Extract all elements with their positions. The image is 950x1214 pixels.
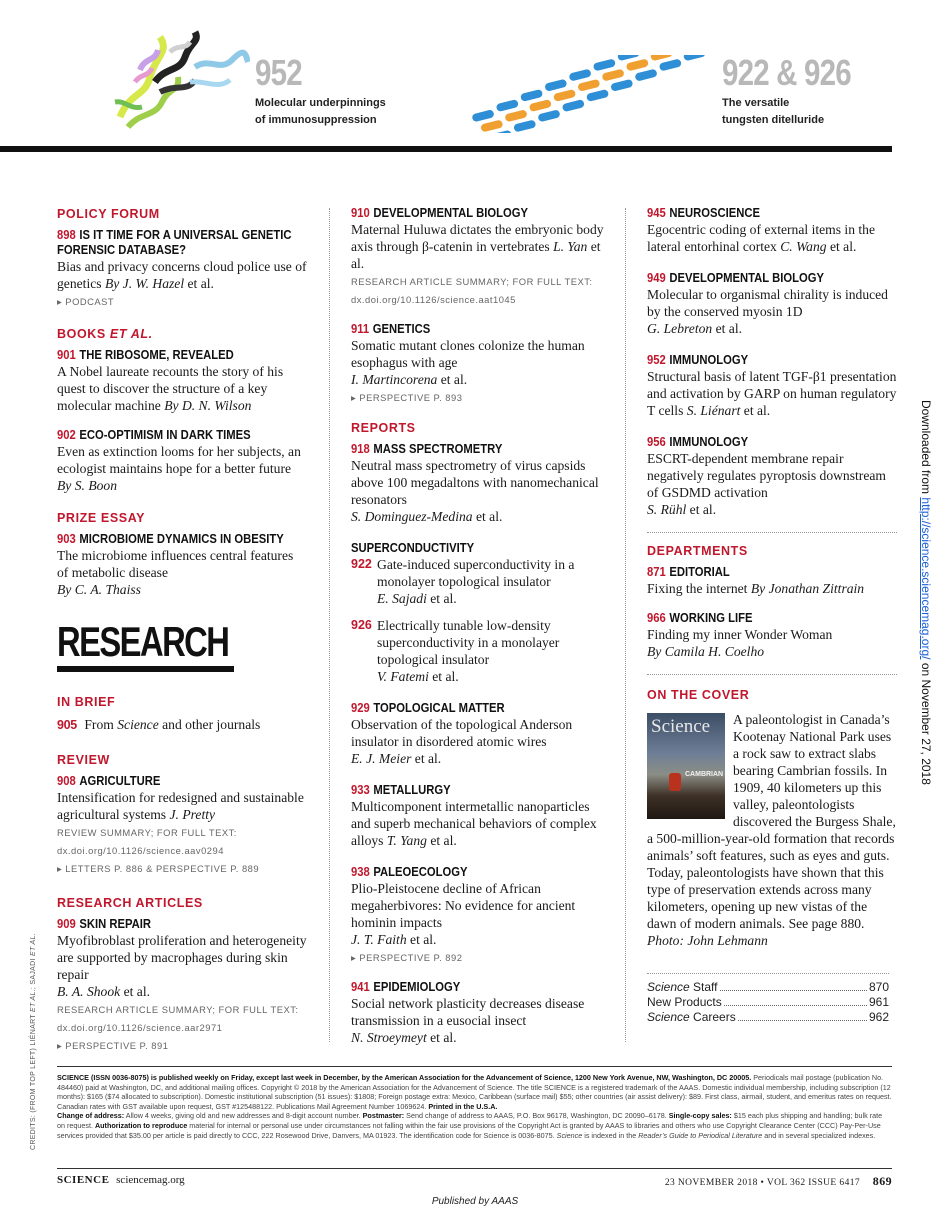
fine-print-bold: SCIENCE (ISSN 0036-8075) is published weekly on Friday, except last week in December, by the American Association for the Advancement of Science, 1200 New York Avenue, NW, Washington, DC 20005. [57, 1073, 752, 1082]
entry-body [57, 716, 307, 734]
entry-text: Myofibroblast proliferation and heterogeneity are supported by macrophages during skin repair [57, 933, 307, 982]
entry-author: By C. A. Thaiss [57, 582, 141, 597]
cover-block [647, 711, 897, 949]
staff-page: 870 [868, 980, 889, 994]
staff-label-em: Science [647, 980, 690, 994]
review-summary-note: REVIEW SUMMARY; FOR FULL TEXT: [57, 827, 237, 838]
entry-body [351, 716, 607, 767]
perspective-link[interactable]: ▸ PERSPECTIVE P. 892 [351, 952, 463, 963]
research-underline [57, 666, 234, 672]
entry-etal: et al. [406, 932, 437, 947]
published-by: Published by AAAS [431, 1196, 519, 1207]
cover-masthead: Science [651, 716, 711, 737]
credits-etal: ET AL. [30, 989, 37, 1012]
entry-929[interactable] [351, 701, 607, 767]
entry-author: I. Martincorena [351, 372, 438, 387]
article-doi-link[interactable]: dx.doi.org/10.1126/science.aar2971 [57, 1022, 223, 1033]
fine-print-label: Authorization to reproduce [94, 1120, 188, 1130]
footer-right [665, 1174, 892, 1189]
entry-heading [351, 783, 581, 798]
entry-author: V. Fatemi [377, 669, 429, 684]
issue-date: 23 NOVEMBER 2018 • VOL 362 ISSUE 6417 [664, 1178, 861, 1188]
fine-print-label: Postmaster: [362, 1111, 405, 1121]
left-caption [255, 95, 386, 129]
entry-author: J. T. Faith [351, 932, 407, 947]
toc-header [0, 0, 892, 152]
entry-title: GENETICS [372, 322, 431, 336]
fine-print-label: Single-copy sales: [668, 1111, 732, 1121]
fine-print-text: Periodicals mail postage (publication No. 484460) paid at Washington, DC, and additional mailing offices. Copyright © 2018 by the American Association for the Advancement of Science. The title SCIENCE is a registered trademark of the AAAS. Domestic individual membership, including subscription (12 months): $165 ($74 allocated to subscription). Domestic institutional subscription (51 issues): $1808; Foreign postage extra: Mexico, Caribbean (surface mail) $55; other countries (air assist delivery): $89. First class, airmail, student, and emeritus rates on request. Canadian rates with GST available upon request, GST #125488122. Publications Mail Agreement Number 1069624. [57, 1073, 892, 1111]
cover-photo-credit: Photo: John Lehmann [647, 933, 768, 948]
entry-title: EDITORIAL [669, 565, 730, 579]
review-doi-link[interactable]: dx.doi.org/10.1126/science.aav0294 [57, 845, 224, 856]
entry-author: By J. W. Hazel [104, 276, 185, 291]
entry-text: Somatic mutant clones colonize the human esophagus with age [351, 338, 585, 370]
staff-line-science-staff[interactable] [647, 980, 889, 995]
page-number: 902 [57, 428, 76, 442]
divider [647, 674, 897, 675]
entry-body [647, 286, 897, 337]
summary-note: RESEARCH ARTICLE SUMMARY; FOR FULL TEXT: [351, 276, 593, 287]
entry-etal: et al. [184, 276, 214, 291]
entry-etal: et al. [120, 984, 151, 999]
entry-author: L. Yan [553, 239, 588, 254]
staff-line-new-products[interactable] [647, 995, 889, 1010]
entry-text: Even as extinction looms for her subjects, an ecologist maintains hope for a better future [57, 444, 301, 476]
entry-910[interactable] [351, 206, 607, 308]
fine-print-text: $15 each plus shipping and handling; bulk rate on request. [57, 1111, 883, 1130]
entry-title: NEUROSCIENCE [669, 206, 761, 220]
entry-text: Observation of the topological Anderson insulator in disordered atomic wires [351, 717, 573, 749]
entry-918[interactable] [351, 442, 607, 525]
entry-901[interactable] [57, 348, 307, 414]
entry-author: By Camila H. Coelho [647, 644, 765, 659]
entry-heading [351, 980, 581, 995]
credits-etal-2: ET AL. [30, 933, 37, 957]
entry-905[interactable] [57, 716, 307, 734]
entry-author: S. Liénart [686, 403, 741, 418]
fine-print-em: Science [556, 1130, 583, 1140]
entry-938[interactable] [351, 865, 607, 966]
entry-text: Multicomponent intermetallic nanoparticles and superb mechanical behaviors of complex alloys [351, 799, 597, 848]
right-caption-line-1: The versatile [722, 97, 790, 109]
entry-945[interactable] [647, 206, 897, 255]
credits-text-mid: ; SAJADI [30, 956, 37, 990]
entry-body [57, 547, 307, 598]
page-number: 871 [647, 565, 666, 579]
entry-body [351, 457, 607, 525]
entry-text: Egocentric coding of external items in the lateral entorhinal cortex [647, 222, 875, 254]
journal-name: SCIENCE [57, 1174, 110, 1186]
entry-body [57, 443, 307, 494]
section-review: REVIEW [57, 753, 110, 767]
page-number: 926 [351, 618, 372, 632]
cover-headline: CAMBRIAN [685, 771, 724, 778]
entry-author: C. Wang [780, 239, 827, 254]
fine-print-text: is indexed in the [582, 1130, 639, 1140]
column-divider-2 [625, 208, 626, 1042]
entry-909[interactable] [57, 917, 307, 1054]
entry-text: A Nobel laureate recounts the story of his quest to discover the structure of a key molecular machine [57, 364, 284, 413]
page-number: 956 [647, 435, 666, 449]
entry-author: J. Pretty [169, 807, 216, 822]
entry-author: By Jonathan Zittrain [750, 581, 865, 596]
entry-heading [351, 865, 581, 880]
entry-title: AGRICULTURE [79, 774, 161, 788]
entry-949[interactable] [647, 271, 897, 337]
cover-figure [669, 773, 681, 791]
entry-title: PALEOECOLOGY [373, 865, 468, 879]
entry-body [647, 580, 897, 597]
entry-text: Finding my inner Wonder Woman [647, 627, 833, 642]
entry-908[interactable] [57, 774, 307, 877]
entry-941[interactable] [351, 980, 607, 1046]
entry-etal: et al. [740, 403, 771, 418]
entry-title: EPIDEMIOLOGY [373, 980, 461, 994]
entry-966[interactable] [647, 611, 897, 660]
perspective-link[interactable]: ▸ PERSPECTIVE P. 893 [351, 392, 463, 403]
staff-page: 962 [868, 1010, 889, 1024]
entry-text: The microbiome influences central features of metabolic disease [57, 548, 294, 580]
nanowire-structure-image [462, 55, 720, 133]
entry-902[interactable] [57, 428, 307, 494]
page-number: 903 [57, 532, 76, 546]
entry-body [57, 258, 307, 292]
entry-text: Maternal Huluwa dictates the embryonic body axis through β-catenin in vertebrates [351, 222, 604, 254]
entry-871[interactable] [647, 565, 897, 597]
leader-dots [724, 995, 867, 1006]
entry-text: Fixing the internet [647, 581, 751, 596]
entry-etal: et al. [411, 751, 442, 766]
section-research-articles: RESEARCH ARTICLES [57, 896, 203, 910]
fine-print-text: Allow 4 weeks, giving old and new addresses and 8-digit account number. [124, 1111, 363, 1121]
section-books [57, 326, 307, 342]
section-in-brief: IN BRIEF [57, 695, 116, 709]
column-1 [57, 206, 307, 1054]
entry-heading [647, 565, 872, 580]
entry-903[interactable] [57, 532, 307, 598]
entry-text: Bias and privacy concerns cloud police use of genetics [57, 259, 307, 291]
entry-title: WORKING LIFE [669, 611, 753, 625]
entry-heading [57, 774, 282, 789]
entry-body [57, 789, 307, 823]
entry-heading [351, 322, 581, 337]
fine-print-em: Reader’s Guide to Periodical Literature [638, 1130, 763, 1140]
page-number: 922 [351, 557, 372, 571]
cover-description: A paleontologist in Canada’s Kootenay National Park uses a rock saw to extract slabs bearing Cambrian fossils. In 1909, 40 kilometers up this valley, paleontologists discovered the Burgess Shale, a 500-million-year-old formation that records animals’ soft features, such as eyes and guts. Today, paleontologists have shown that this type of preservation extends across many kilometers, opening up new vistas of the dawn of modern animals. See page 880. [647, 712, 896, 931]
page-footer [57, 1168, 892, 1188]
entry-title: METALLURGY [373, 783, 451, 797]
leader-dots [720, 980, 867, 991]
page-number: 911 [351, 322, 370, 336]
download-link[interactable]: http://science.sciencemag.org/ [919, 497, 933, 660]
entry-926[interactable] [351, 617, 607, 685]
entry-text: From [84, 717, 118, 732]
entry-author: B. A. Shook [57, 984, 121, 999]
left-page-number: 952 [255, 52, 302, 93]
doi-link[interactable]: dx.doi.org/10.1126/science.aat1045 [351, 294, 516, 305]
entry-body [647, 368, 897, 419]
entry-body [351, 337, 607, 388]
fine-print-label: Change of address: [57, 1111, 125, 1121]
perspective-link[interactable]: ▸ PERSPECTIVE P. 891 [57, 1040, 169, 1051]
entry-text: Plio-Pleistocene decline of African megaherbivores: No evidence for ancient hominin impacts [351, 881, 576, 930]
staff-label-text: Careers [689, 1010, 736, 1024]
right-caption [722, 95, 824, 129]
entry-title: IMMUNOLOGY [669, 353, 749, 367]
page-number: 938 [351, 865, 370, 879]
entry-author: E. J. Meier [351, 751, 412, 766]
left-caption-line-2: of immunosuppression [255, 114, 377, 126]
entry-author: E. Sajadi [377, 591, 427, 606]
entry-etal: et al. [428, 669, 459, 684]
entry-text: Neutral mass spectrometry of virus capsids above 100 megadaltons with nanomechanical resonators [351, 458, 599, 507]
entry-heading [57, 532, 282, 547]
entry-heading [351, 701, 581, 716]
entry-heading [57, 228, 307, 258]
entry-text: Social network plasticity decreases disease transmission in a eusocial insect [351, 996, 585, 1028]
staff-label [647, 1010, 736, 1025]
entry-heading [647, 206, 872, 221]
page-number: 909 [57, 917, 76, 931]
entry-text: Molecular to organismal chirality is induced by the conserved myosin 1D [647, 287, 888, 319]
entry-title: ECO-OPTIMISM IN DARK TIMES [79, 428, 251, 442]
entry-heading [351, 206, 581, 221]
page-number: 905 [57, 718, 77, 732]
footer-left [57, 1174, 185, 1186]
entry-922[interactable] [351, 556, 607, 607]
entry-title: SUPERCONDUCTIVITY [351, 541, 475, 555]
staff-label-text: Staff [689, 980, 718, 994]
download-notice [919, 400, 933, 785]
entry-text: ESCRT-dependent membrane repair negatively regulates pyroptosis downstream of GSDMD activation [647, 451, 886, 500]
research-title: RESEARCH [57, 618, 229, 665]
entry-text: Intensification for redesigned and sustainable agricultural systems [57, 790, 304, 822]
entry-heading [351, 442, 581, 457]
entry-911[interactable] [351, 322, 607, 406]
page-number: 918 [351, 442, 370, 456]
entry-text-post: and other journals [158, 717, 261, 732]
entry-title: DEVELOPMENTAL BIOLOGY [373, 206, 528, 220]
entry-title: DEVELOPMENTAL BIOLOGY [669, 271, 824, 285]
page-number: 933 [351, 783, 370, 797]
entry-body [647, 450, 897, 518]
fine-print-paragraph-1 [57, 1073, 892, 1111]
staff-label [647, 980, 718, 995]
column-2 [351, 206, 607, 1046]
entry-title: IMMUNOLOGY [669, 435, 749, 449]
leader-dots [738, 1010, 867, 1021]
entry-title: MASS SPECTROMETRY [373, 442, 503, 456]
entry-title: THE RIBOSOME, REVEALED [79, 348, 234, 362]
podcast-link[interactable]: ▸ PODCAST [57, 296, 115, 307]
entry-952[interactable] [647, 353, 897, 419]
page-number: 908 [57, 774, 76, 788]
fine-print-printed: Printed in the U.S.A. [428, 1101, 498, 1111]
staff-line-science-careers[interactable] [647, 1010, 889, 1025]
entry-etal: et al. [686, 502, 717, 517]
page-number: 901 [57, 348, 76, 362]
credits-text: CREDITS: (FROM TOP LEFT) LIÉNART [30, 1012, 37, 1150]
article-summary-note: RESEARCH ARTICLE SUMMARY; FOR FULL TEXT: [57, 1004, 299, 1015]
entry-text: Gate-induced superconductivity in a monolayer topological insulator [377, 557, 575, 589]
entry-title: IS IT TIME FOR A UNIVERSAL GENETIC FORENSIC DATABASE? [57, 228, 292, 257]
entry-956[interactable] [647, 435, 897, 518]
cover-image[interactable] [647, 713, 725, 819]
entry-text: Structural basis of latent TGF-β1 presentation and activation by GARP on human regulatory T cells [647, 369, 897, 418]
page-number: 910 [351, 206, 370, 220]
section-books-text: BOOKS [57, 327, 110, 341]
staff-list [647, 973, 889, 1025]
entry-heading [647, 435, 872, 450]
entry-body [351, 221, 607, 272]
fine-print-text: Send change of address to AAAS, P.O. Box 96178, Washington, DC 20090–6178. [404, 1111, 669, 1121]
entry-author: N. Stroeymeyt [351, 1030, 427, 1045]
entry-etal: et al. [426, 591, 457, 606]
entry-heading [647, 353, 872, 368]
entry-author: S. Rühl [647, 502, 687, 517]
page-number: 898 [57, 228, 76, 242]
page-number: 949 [647, 271, 666, 285]
entry-heading [57, 917, 282, 932]
right-page-number: 922 & 926 [722, 52, 851, 93]
page-number: 966 [647, 611, 666, 625]
entry-author: G. Lebreton [647, 321, 713, 336]
section-policy-forum: POLICY FORUM [57, 207, 160, 221]
entry-etal: et al. [426, 1030, 457, 1045]
entry-heading [57, 428, 282, 443]
entry-933[interactable] [351, 783, 607, 849]
entry-body [57, 363, 307, 414]
protein-structure-image [100, 22, 250, 140]
entry-author: T. Yang [386, 833, 427, 848]
page-number: 941 [351, 980, 370, 994]
fine-print-text: and in several specialized indexes. [762, 1130, 876, 1140]
staff-page: 961 [868, 995, 889, 1009]
section-reports: REPORTS [351, 421, 416, 435]
journal-site[interactable]: sciencemag.org [116, 1174, 185, 1186]
letters-perspective-link[interactable]: ▸ LETTERS P. 886 & PERSPECTIVE P. 889 [57, 863, 260, 874]
entry-body [57, 932, 307, 1000]
staff-label-text: New Products [647, 995, 722, 1009]
page-number: 945 [647, 206, 666, 220]
staff-label-em: Science [647, 1010, 690, 1024]
entry-body [351, 995, 607, 1046]
divider [647, 532, 897, 533]
entry-author: By D. N. Wilson [164, 398, 252, 413]
superconductivity-group [351, 541, 607, 685]
entry-898[interactable] [57, 228, 307, 310]
section-departments: DEPARTMENTS [647, 544, 748, 558]
entry-body [351, 798, 607, 849]
image-credits [30, 933, 37, 1150]
entry-etal: et al. [437, 372, 468, 387]
page-number: 952 [647, 353, 666, 367]
left-caption-line-1: Molecular underpinnings [255, 97, 386, 109]
staff-label [647, 995, 722, 1010]
page-number: 869 [872, 1174, 892, 1188]
entry-heading [57, 348, 282, 363]
fine-print-paragraph-2 [57, 1111, 892, 1140]
download-date: on November 27, 2018 [919, 659, 933, 785]
entry-author: S. Dominguez-Medina [351, 509, 473, 524]
entry-etal: et al. [426, 833, 457, 848]
entry-text: Electrically tunable low-density superconductivity in a monolayer topological insulator [377, 618, 560, 667]
entry-etal: et al. [472, 509, 503, 524]
entry-etal: et al. [712, 321, 743, 336]
column-3 [647, 206, 897, 1025]
entry-title: TOPOLOGICAL MATTER [373, 701, 505, 715]
section-on-the-cover: ON THE COVER [647, 688, 750, 702]
fine-print-text: material for internal or personal use under circumstances not falling within the fair use provisions of the Copyright Act is granted by AAAS to libraries and others who use Copyright Clearance Center (CCC) Pay-Per-Use services provided that $35.00 per article is paid directly to CCC, 222 Rosewood Drive, Danvers, MA 01923. The identification code for Science is 0036-8075. [57, 1120, 881, 1140]
entry-heading [647, 271, 872, 286]
download-text: Downloaded from [919, 400, 933, 498]
entry-body [647, 221, 897, 255]
entry-text-em: Science [117, 717, 159, 732]
publication-fine-print [57, 1066, 892, 1140]
entry-heading [647, 611, 872, 626]
entry-body [647, 626, 897, 660]
column-divider-1 [329, 208, 330, 1042]
entry-title: SKIN REPAIR [79, 917, 152, 931]
entry-author: By S. Boon [57, 478, 118, 493]
section-books-etal: ET AL. [109, 327, 153, 341]
right-caption-line-2: tungsten ditelluride [722, 114, 825, 126]
entry-title: MICROBIOME DYNAMICS IN OBESITY [79, 532, 284, 546]
page-number: 929 [351, 701, 370, 715]
entry-etal: et al. [351, 239, 601, 271]
entry-etal: et al. [826, 239, 857, 254]
section-prize-essay: PRIZE ESSAY [57, 511, 146, 525]
entry-body [351, 880, 607, 948]
